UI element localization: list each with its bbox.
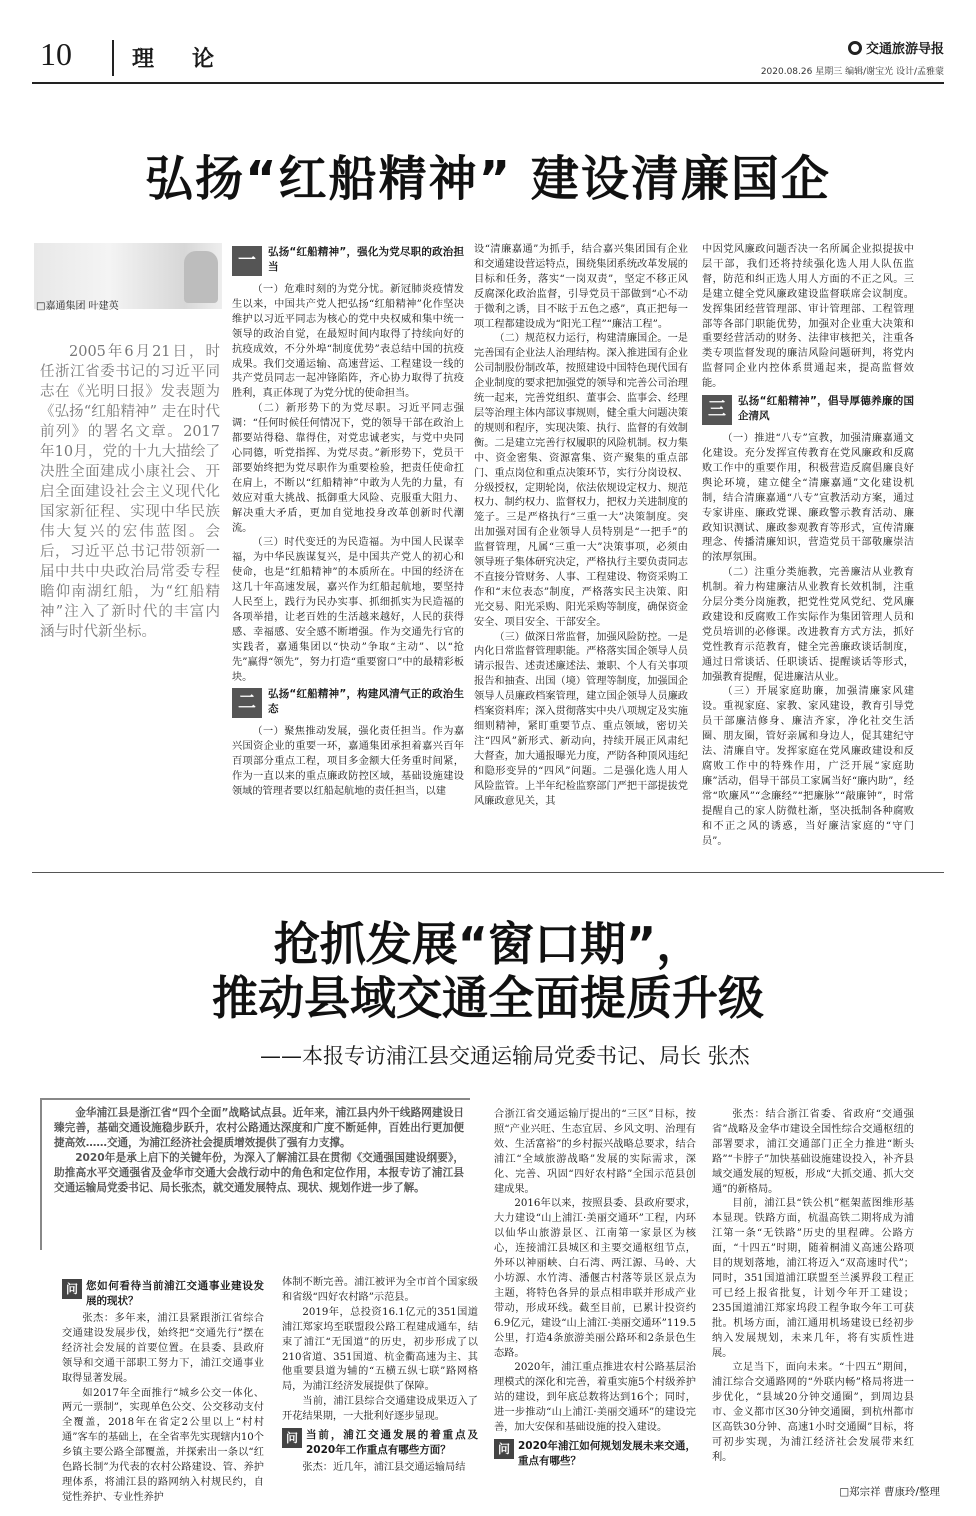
article2-subtitle: ——本报专访浦江县交通运输局党委书记、局长 张杰 [260, 1044, 750, 1068]
section-title: 弘扬“红船精神”，强化为党尽职的政治担当 [268, 246, 464, 273]
article1-column-1 [232, 243, 464, 863]
paragraph: （三）做深日常监督，加强风险防控。一是内化日常监督管理职能。严格落实国企领导人员请示报告、述责述廉述法、兼职、个人有关事项报告和抽查、出国（境）管理等制度，加强国企领导人员廉政档案管理，建立国企领导人员廉政档案资料库；深入贯彻落实中央八项规定及实施细则精神，紧盯重要节点、重点领域，密切关注“四风”新形式、新动向，持续开展正风肃纪大督查，加大通报曝光力度，严防各种顶风违纪和隐形变异的“四风”问题。二是强化选人用人风险监管。上半年纪检监察部门严把干部提拔党风廉政意见关，其 [474, 631, 688, 807]
article2-lead [40, 1098, 470, 1250]
question-mark-icon: 问 [494, 1439, 514, 1459]
paragraph: 2019年，总投资16.1亿元的351国道浦江郑家坞至联盟段公路工程建成通车，结束了浦江“无国道”的历史，初步形成了以210省道、351国道、杭金衢高速为主、其他重要县道为辅的“五横五纵七联”路网格局，为浦江经济发展提供了保障。 [282, 1306, 478, 1393]
paragraph: 张杰：多年来，浦江县紧跟浙江省综合交通建设发展步伐，始终把“交通先行”摆在经济社会发展的首要位置。在县委、县政府领导和交通干部职工努力下，浦江交通事业取得显著发展。 [62, 1313, 264, 1384]
paragraph: 2016年以来，按照县委、县政府要求，大力建设“山上浦江·美丽交通环”工程，内环以仙华山旅游景区、江南第一家景区为核心，连接浦江县城区和主要交通枢纽节点，外环以神丽峡、白石湾、两江源、马岭、大小坊源、水竹湾、潘偃古村落等景区景点为主题，将特色各异的景点相串联并形成产业带动，形成环线。截至目前，已累计投资约6.9亿元，建设“山上浦江·美丽交通环”119.5公里，打造4条旅游美丽公路环和2条景色生态路。 [494, 1198, 696, 1359]
masthead [32, 36, 944, 82]
page-number: 10 [40, 36, 72, 72]
article-divider [32, 872, 944, 873]
question-heading [62, 1279, 264, 1309]
paragraph: （一）推进“八专”宣教，加强清廉嘉通文化建设。充分发挥宣传教育在党风廉政和反腐败工作中的重要作用，积极营造反腐倡廉良好舆论环境，建立健全“清廉嘉通”文化建设机制，结合清廉嘉通“八专”宣教活动方案，通过专家讲座、廉政党课、廉政警示教育活动、廉政知识测试、廉政参观教育等形式，宣传清廉理念、传播清廉知识，营造党员干部敬廉崇洁的浓厚氛围。 [702, 433, 914, 564]
paragraph: （一）危难时刻的为党分忧。新冠肺炎疫情发生以来，中国共产党人把弘扬“红船精神”化作坚决维护以习近平同志为核心的党中央权威和集中统一领导的政治自觉，在最短时间内取得了持续向好的抗疫成效，不分外埠“制度优势”表总结中国的抗疫成果。我们交通运输、高速营运、工程建设一线的共产党员同志一起冲锋陷阵，齐心协力取得了抗疫胜利，真正体现了为党分忧的使命担当。 [232, 284, 464, 400]
lead-paragraph: 2020年是承上启下的关键年份，为深入了解浦江县在贯彻《交通强国建设纲要》，助推高水平交通强省及金华市交通大会战行动中的角色和定位作用，本报专访了浦江县交通运输局党委书记、局长张杰，就交通发展特点、现状、规划作进一步了解。 [54, 1152, 464, 1194]
paragraph: 设“清廉嘉通”为抓手，结合嘉兴集团国有企业和交通建设营运特点，围绕集团系统改革发展的目标和任务，落实“一岗双责”，坚定不移正风反腐深化政治监督，引导党员干部做到“心不动于微利之诱，目不眩于五色之惑”，真正把每一项工程都建设成为“阳光工程”“廉洁工程”。 [474, 244, 688, 330]
article2-column-1 [62, 1276, 264, 1508]
section-heading [702, 394, 914, 428]
brand-logo [848, 38, 944, 57]
paragraph: 体制不断完善。浦江被评为全市首个国家级和省级“四好农村路”示范县。 [282, 1277, 478, 1303]
brand-name: 交通旅游导报 [865, 42, 944, 57]
article2-column-3 [494, 1108, 696, 1508]
section-number: 一 [232, 246, 262, 276]
section-heading [232, 687, 464, 721]
paragraph: （二）规范权力运行，构建清廉国企。一是完善国有企业法人治理结构。深入推进国有企业公司制股份制改革，按照建设中国特色现代国有企业制度的要求把加强党的领导和完善公司治理统一起来，完善党组织、董事会、监事会、经理层等治理主体内部议事规则，健全重大问题决策的规则和程序，实现决策、执行、监督的有效制衡。二是建立完善行权履职的风险机制。权力集中、资金密集、资源富集、资产聚集的重点部门、重点岗位和重点决策环节，实行分岗设权、分级授权，定期轮岗，依法依规设定权力、规范权力、制约权力、监督权力，把权力关进制度的笼子。三是严格执行“三重一大”决策制度。突出加强对国有企业领导人员特别是“一把手”的监督管理，凡属“三重一大”决策事项，必须由领导班子集体研究决定，严格执行主要负责同志不直接分管财务、人事、工程建设、物资采购工作和“末位表态”制度，严格落实民主决策、阳光交易、阳光采购、阳光采购等制度，确保资金安全、项目安全、干部安全。 [474, 333, 688, 628]
paragraph: 张杰：结合浙江省委、省政府“交通强省”战略及金华市建设全国性综合交通枢纽的部署要求，浦江交通部门正全力推进“断头路”“卡脖子”加快基础设施建设投入，补齐县域交通发展的短板，形成“大抓交通、抓大交通”的新格局。 [712, 1109, 914, 1195]
question-text: 当前，浦江交通发展的着重点及2020年工作重点有哪些方面？ [306, 1429, 478, 1457]
paragraph: 目前，浦江县“铁公机”框架蓝图维形基本显现。铁路方面，杭温高铁二期将成为浦江第一条“无铁路”历史的里程碑。公路方面，“十四五”时期，随着桐浦义高速公路项目的规划落地，浦江将迈入“双高速时代”；同时，351国道浦江联盟至兰溪界段工程正可已经上报省批复，计划今年开工建设；235国道浦江郑家坞段工程争取今年工可获批。机场方面，浦江通用机场建设已经初步纳入发展规划，未来几年，将有实质性进展。 [712, 1198, 914, 1359]
question-text: 2020年浦江如何规划发展未来交通，重点有哪些？ [518, 1439, 696, 1467]
article2-credit: □郑宗祥 曹康玲/整理 [839, 1486, 940, 1498]
question-text: 您如何看待当前浦江交通事业建设发展的现状？ [86, 1280, 264, 1307]
masthead-divider [112, 40, 114, 76]
article2-title-line1: 抢抓发展“窗口期”， [273, 917, 703, 971]
article1-intro: 2005年6月21日，时任浙江省委书记的习近平同志在《光明日报》发表题为《弘扬“红船精神” 走在时代前列》的署名文章。2017年10月，党的十九大描绘了决胜全面建成小康社会、开启全面建设社会主义现代化国家新征程、实现中华民族伟大复兴的宏伟蓝图。会后，习近平总书记带领新一届中共中央政治局常委专程瞻仰南湖红船，为“红船精神”注入了新时代的丰富内涵与时代新坐标。 [40, 344, 220, 640]
section-name: 理论 [132, 47, 253, 72]
paragraph: （三）开展家庭助廉，加强清廉家风建设。重视家庭、家教、家风建设，教育引导党员干部廉洁修身、廉洁齐家，净化社交生活圈、朋友圈，管好亲属和身边人，促其建纪守法、清廉自守。发挥家庭在党风廉政建设和反腐败工作中的特殊作用，广泛开展“家庭助廉”活动，倡导干部员工家属当好“廉内助”，经常“吹廉风”“念廉经”“把廉脉”“敲廉钟”，时常提醒自己的家人防微杜渐，坚决抵制各种腐败和不正之风的诱惑，当好廉洁家庭的“守门员”。 [702, 686, 914, 847]
author-portrait [184, 251, 218, 303]
lead-paragraph: 金华浦江县是浙江省“四个全面”战略试点县。近年来，浦江县内外干线路网建设日臻完善，基础交通设施稳步跃升，农村公路通达深度和广度不断延伸，百姓出行更加便捷高效……交通，为浦江经济社会提质增效提供了强有力支撑。 [54, 1107, 464, 1149]
paragraph: 如2017年全面推行“城乡公交一体化、两元一票制”，实现单色公交、公交移动支付全覆盖，2018年在省定2公里以上“村村通”客车的基础上，在全省率先实现辖内10个乡镇主要公路全部覆盖，并探索出一条以“红色路长制”为代表的农村公路建设、管、养护理体系，将浦江县的路网纳入村规民约，自觉性养护、专业性养护 [62, 1387, 264, 1503]
paragraph: （二）注重分类施教，完善廉洁从业教育机制。着力构建廉洁从业教育长效机制，注重分层分类分岗施教，把党性党风党纪、党风廉政建设和反腐败工作实际作为集团管理人员和党员培训的必修课。改进教育方式方法，抓好党性教育示范教育，健全完善廉政谈话制度，通过日常谈话、任职谈话、提醒谈话等形式，加强教育提醒，促进廉洁从业。 [702, 567, 914, 683]
paragraph: 2020年，浦江重点推进农村公路基层治理模式的深化和完善，着重实施5个村级养护站的建设，到年底总数将达到16个；同时，进一步推动“山上浦江·美丽交通环”的建设完善，加大安保和基础设施的投入建设。 [494, 1362, 696, 1434]
paragraph: 张杰：近几年，浦江县交通运输局结 [302, 1462, 466, 1474]
paragraph: 合浙江省交通运输厅提出的“三区”目标，按照“产业兴旺、生态宜居、乡风文明、治理有效、生活富裕”的乡村振兴战略总要求，结合浦江“全域旅游战略”发展的实际需求，深化、完善、巩固“四好农村路”全国示范县创建成果。 [494, 1109, 696, 1195]
paragraph: （一）聚焦推动发展，强化责任担当。作为嘉兴国资企业的重要一环，嘉通集团承担着嘉兴百年百项部分重点工程，项目多金额大任务重时间紧，作为一直以来的重点廉政防控区域，基础设施建设领域的管理者要以红船起航地的责任担当，以建 [232, 726, 464, 798]
section-number: 二 [232, 688, 262, 718]
paragraph: （三）时代变迁的为民造福。为中国人民谋幸福，为中华民族谋复兴，是中国共产党人的初心和使命，也是“红船精神”的本质所在。中国的经济在这几十年高速发展，嘉兴作为红船起航地，要坚持人民至上，践行为民办实事、抓细抓实为民造福的各项举措，让老百姓的生活越来越好，人民的获得感、幸福感、安全感不断增强。作为交通先行官的实践者，嘉通集团以“快动”争取“主动”、以“抢先”赢得“领先”，努力打造“重要窗口”中的最精彩板块。 [232, 537, 464, 683]
paragraph: 中因党风廉政问题否决一名所属企业拟提拔中层干部，我们还将持续强化选人用人队伍监督，防范和纠正选人用人方面的不正之风。三是建立健全党风廉政建设监督联席会议制度。发挥集团经营管理部、审计管理部、工程管理部等各部门职能优势，加强对企业重大决策和重要经营活动的财务、法律审核把关，注重各类专项监督发现的廉洁风险问题研判，将党内监督同企业内控体系贯通起来，提高监督效能。 [702, 244, 914, 390]
section-heading [232, 245, 464, 279]
dateline: 2020.08.26 星期三 编辑/谢宝光 设计/孟雅蒙 [760, 67, 944, 77]
article1-column-2 [474, 243, 688, 863]
masthead-rule [32, 82, 944, 84]
section-title: 弘扬“红船精神”，倡导厚德养廉的国企清风 [738, 395, 914, 423]
question-heading [494, 1439, 696, 1469]
paragraph: 当前，浦江县综合交通建设成果迈入了开花结果期，一大批利好逐步显现。 [282, 1396, 478, 1423]
section-title: 弘扬“红船精神”，构建风清气正的政治生态 [268, 688, 464, 716]
question-mark-icon: 问 [282, 1428, 302, 1448]
section-number: 三 [702, 395, 732, 425]
article2-column-4 [712, 1108, 914, 1478]
question-heading [282, 1428, 478, 1458]
paragraph: 立足当下，面向未来。“十四五”期间，浦江综合交通路网的“外联内畅”格局将进一步优化，“县域20分钟交通圈”，到周边县市、金义都市区30分钟交通圈，到杭州都市区高铁30分钟、高速1小时交通圈”目标，将可初步实现，为浦江经济社会发展带来红利。 [712, 1362, 914, 1463]
brand-ring-icon [848, 41, 862, 55]
article2-title-line2: 推动县域交通全面提质升级 [212, 971, 764, 1025]
question-mark-icon: 问 [62, 1279, 82, 1299]
author-caption: □嘉通集团 叶建英 [36, 301, 119, 312]
article2-column-2 [282, 1276, 478, 1508]
article1-title: 弘扬“红船精神” 建设清廉国企 [145, 151, 831, 207]
article1-column-3 [702, 243, 914, 863]
paragraph: （二）新形势下的为党尽职。习近平同志强调：“任何时候任何情况下，党的领导干部在政治上都要站得稳、靠得住，对党忠诚老实，与党中央同心同德，听党指挥、为党尽责。”新形势下，党员干部要始终把为党尽职作为重要检验，把责任使命扛在肩上，不断以“红船精神”中敢为人先的力量，有效应对重大挑战、抵御重大风险、克服重大阻力、解决重大矛盾，更加自觉地投身改革创新时代潮流。 [232, 403, 464, 534]
